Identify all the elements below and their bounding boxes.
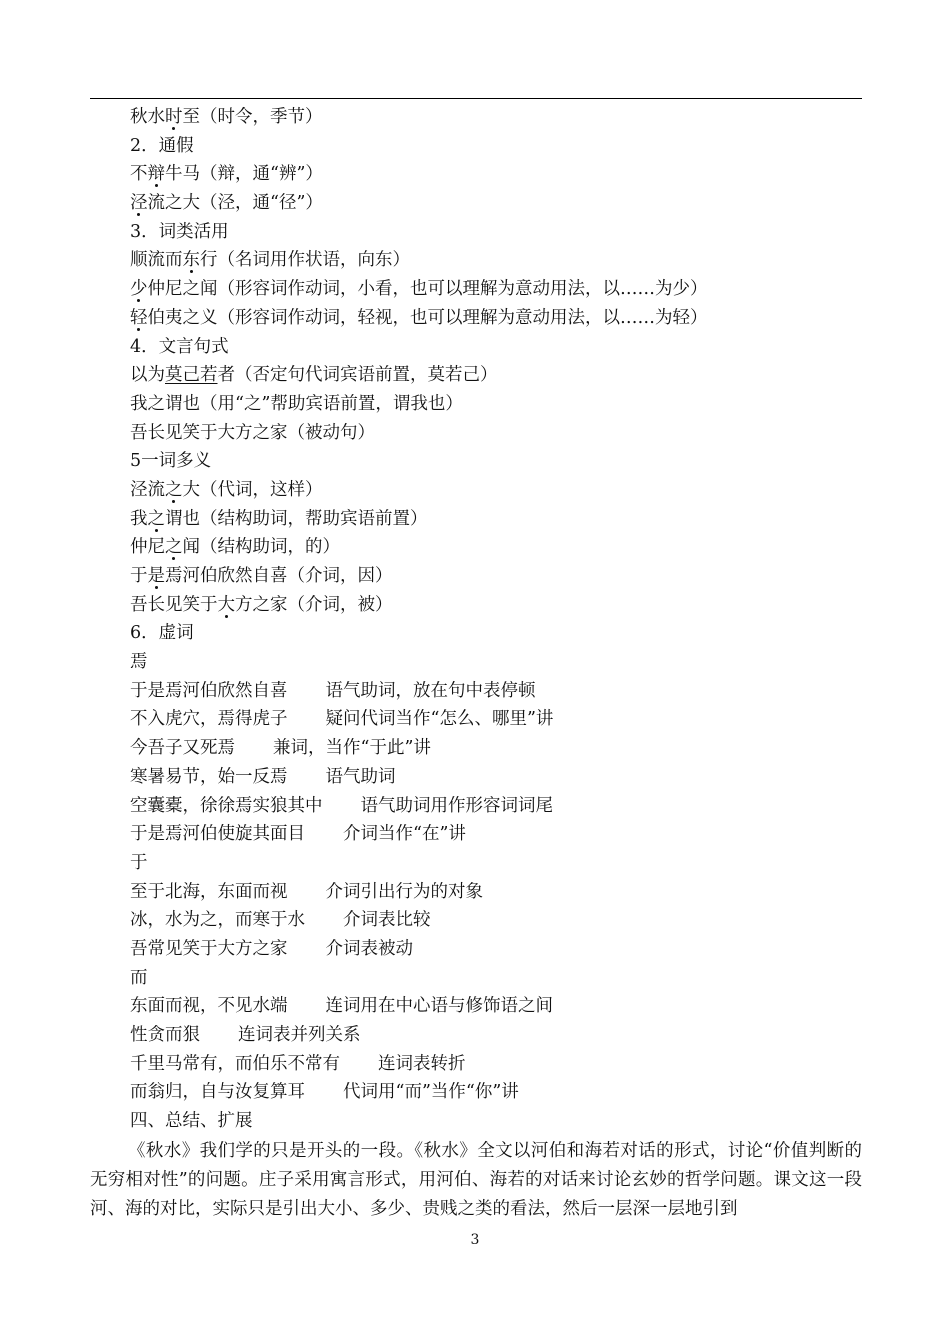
text-line xyxy=(130,992,870,1021)
emphasis-dot-char: 轻 xyxy=(130,307,148,328)
example-sentence: 于是焉河伯欣然自喜 xyxy=(130,680,288,701)
text-line xyxy=(130,878,870,907)
example-explanation: 连词表转折 xyxy=(378,1053,466,1074)
example-sentence: 于是焉河伯使旋其面目 xyxy=(130,824,305,845)
example-sentence: 性贪而狠 xyxy=(130,1025,200,1045)
text-line xyxy=(130,906,870,935)
emphasis-dot-char: 大 xyxy=(217,594,235,615)
example-explanation: 介词当作“在”讲 xyxy=(343,824,466,845)
emphasis-dot-char: 东 xyxy=(182,250,200,271)
summary-text: 《秋水》我们学的只是开头的一段。《秋水》全文以河伯和海若对话的形式，讨论“价值判断的无穷相对性”的问题。庄子采用寓言形式，用河伯、海若的对话来讨论玄妙的哲学问题。课文这一段河、海的对比，实际只是引出大小、多少、贵贱之类的看法，然后一层深一层地引到 xyxy=(90,1141,862,1219)
example-explanation: 语气助词用作形容词词尾 xyxy=(360,795,553,816)
text-line xyxy=(130,792,870,821)
underlined-text: 莫己若 xyxy=(165,365,218,386)
emphasis-dot-char: 少 xyxy=(130,279,148,300)
text-line: 于 xyxy=(130,852,148,873)
text-line xyxy=(130,763,870,792)
text-line xyxy=(130,1021,870,1050)
example-sentence: 不入虎穴，焉得虎子 xyxy=(130,709,288,730)
emphasis-dot-char: 是 xyxy=(147,566,165,586)
example-explanation: 语气助词，放在句中表停顿 xyxy=(325,680,536,701)
text-lines xyxy=(130,103,870,1136)
example-sentence: 空囊橐，徐徐焉实狼其中 xyxy=(130,795,323,816)
text-line: 顺流而东行（名词用作状语，向东） xyxy=(130,250,410,271)
text-line xyxy=(130,1078,870,1107)
text-line: 我之谓也（结构助词，帮助宾语前置） xyxy=(130,508,428,529)
emphasis-dot-char: 泾 xyxy=(130,193,148,214)
text-line: 2．通假 xyxy=(130,135,194,156)
example-explanation: 兼词，当作“于此”讲 xyxy=(273,738,431,759)
text-line: 吾长见笑于大方之家（被动句） xyxy=(130,422,375,443)
text-line: 吾长见笑于大方之家（介词，被） xyxy=(130,594,393,615)
text-line: 6．虚词 xyxy=(130,623,194,644)
text-line: 而 xyxy=(130,967,148,988)
example-explanation: 疑问代词当作“怎么、哪里”讲 xyxy=(325,709,554,730)
text-line: 泾流之大（代词，这样） xyxy=(130,479,323,500)
page-number: 3 xyxy=(470,1232,480,1248)
text-line xyxy=(130,705,870,734)
text-line: 4．文言句式 xyxy=(130,336,229,357)
example-sentence: 而翁归，自与汝复算耳 xyxy=(130,1082,305,1103)
example-explanation: 连词用在中心语与修饰语之间 xyxy=(325,996,553,1017)
header-rule xyxy=(90,98,862,99)
text-line: 于是焉河伯欣然自喜（介词，因） xyxy=(130,566,393,586)
summary-paragraph xyxy=(90,1137,862,1224)
text-line: 泾流之大（泾，通“径”） xyxy=(130,193,323,214)
text-line: 少仲尼之闻（形容词作动词，小看，也可以理解为意动用法，以……为少） xyxy=(130,279,708,300)
example-sentence: 寒暑易节，始一反焉 xyxy=(130,766,288,787)
example-explanation: 连词表并列关系 xyxy=(238,1025,361,1045)
text-line: 3．词类活用 xyxy=(130,221,229,242)
text-line xyxy=(130,734,870,763)
text-line xyxy=(130,820,870,849)
text-line: 我之谓也（用“之”帮助宾语前置，谓我也） xyxy=(130,393,463,414)
example-sentence: 冰，水为之，而寒于水 xyxy=(130,910,305,931)
text-line xyxy=(130,935,870,964)
text-line: 以为莫己若者（否定句代词宾语前置，莫若己） xyxy=(130,365,498,386)
example-explanation: 介词引出行为的对象 xyxy=(325,881,483,902)
example-explanation: 代词用“而”当作“你”讲 xyxy=(343,1082,519,1103)
text-line: 秋水时至（时令，季节） xyxy=(130,107,323,127)
example-explanation: 介词表比较 xyxy=(343,910,431,931)
text-line: 5一词多义 xyxy=(130,451,212,472)
text-line xyxy=(130,1050,870,1079)
example-sentence: 千里马常有，而伯乐不常有 xyxy=(130,1053,340,1074)
text-line xyxy=(130,677,870,706)
emphasis-dot-char: 时 xyxy=(165,107,183,127)
text-line: 轻伯夷之义（形容词作动词，轻视，也可以理解为意动用法，以……为轻） xyxy=(130,307,708,328)
example-explanation: 介词表被动 xyxy=(325,938,413,959)
text-line: 四、总结、扩展 xyxy=(130,1111,253,1132)
text-line: 不辩牛马（辩，通“辨”） xyxy=(130,164,323,185)
text-line: 焉 xyxy=(130,652,148,673)
example-sentence: 至于北海，东面而视 xyxy=(130,881,288,902)
example-explanation: 语气助词 xyxy=(325,766,396,787)
emphasis-dot-char: 之 xyxy=(165,479,183,500)
emphasis-dot-char: 之 xyxy=(147,508,165,529)
example-sentence: 今吾子又死焉 xyxy=(130,738,235,759)
emphasis-dot-char: 之 xyxy=(165,537,183,558)
emphasis-dot-char: 辩 xyxy=(147,164,165,185)
example-sentence: 吾常见笑于大方之家 xyxy=(130,938,288,959)
text-line: 仲尼之闻（结构助词，的） xyxy=(130,537,340,558)
example-sentence: 东面而视，不见水端 xyxy=(130,996,288,1017)
